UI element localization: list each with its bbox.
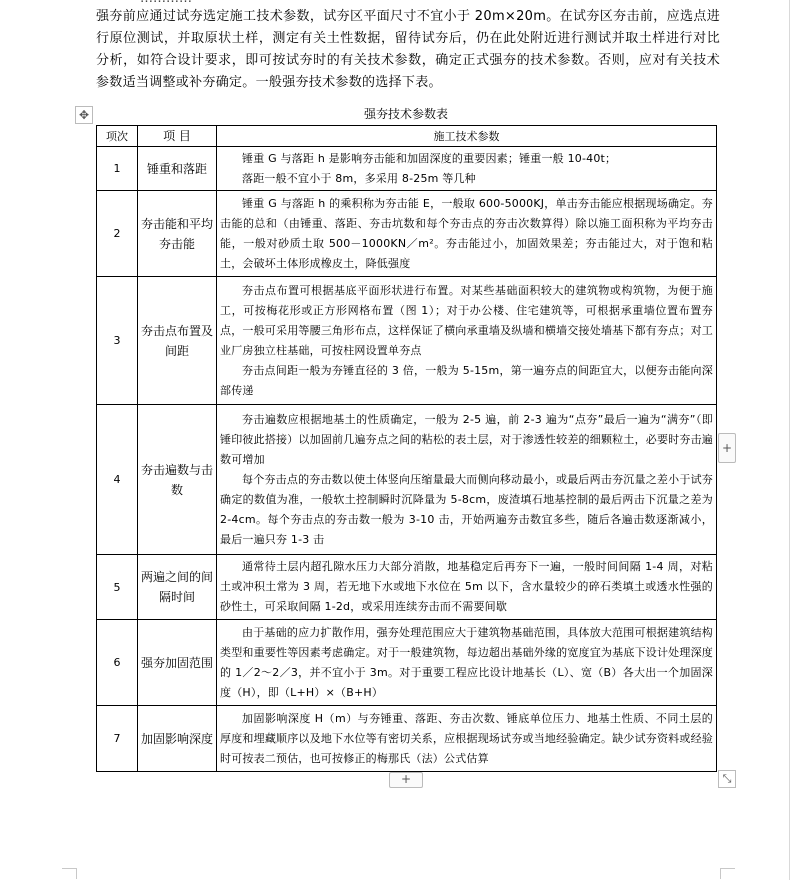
table-row [97, 620, 717, 706]
row-number: 3 [97, 277, 138, 405]
param-paragraph: 加固影响深度 H（m）与夯锤重、落距、夯击次数、锤底单位压力、地基土性质、不同土层的厚度和埋藏顺序以及地下水位等有密切关系，应根据现场试夯或当地经验确定。缺少试夯资料或经验时可按表二预估，也可按修正的梅那氏（法）公式估算 [220, 711, 713, 765]
row-params [217, 706, 717, 772]
add-row-button[interactable]: + [389, 772, 423, 788]
param-paragraph: 夯击遍数应根据地基土的性质确定，一般为 2-5 遍，前 2-3 遍为“点夯”最后一遍为“满夯”（即锤印彼此搭接）以加固前几遍夯点之间的粘松的表土层，对于渗透性较差的细颗粒土，必要时夯击遍数可增加 [220, 412, 713, 466]
header-item: 项 目 [138, 126, 217, 147]
row-number: 2 [97, 191, 138, 277]
row-item: 锤重和落距 [138, 147, 217, 191]
row-number: 1 [97, 147, 138, 191]
row-number: 5 [97, 555, 138, 620]
add-column-button[interactable]: + [718, 433, 736, 463]
row-number: 7 [97, 706, 138, 772]
row-number: 4 [97, 405, 138, 555]
row-item: 两遍之间的间隔时间 [138, 555, 217, 620]
page-right-edge [789, 0, 790, 880]
row-params [217, 277, 717, 405]
row-item: 强夯加固范围 [138, 620, 217, 706]
table-header-row [97, 126, 717, 147]
intro-paragraph: 强夯前应通过试夯选定施工技术参数，试夯区平面尺寸不宜小于 20m×20m。在试夯区夯击前，应选点进行原位测试，并取原状土样，测定有关土性数据，留待试夯后，仍在此处附近进行测试并取土样进行对比分析，如符合设计要求，即可按试夯时的有关技术参数，确定正式强夯的技术参数。否则，应对有关技术参数适当调整或补夯确定。一般强夯技术参数的选择下表。 [96, 9, 720, 90]
row-params [217, 191, 717, 277]
header-params: 施工技术参数 [217, 126, 717, 147]
row-item: 夯击点布置及间距 [138, 277, 217, 405]
row-params [217, 405, 717, 555]
table-row [97, 706, 717, 772]
row-item: 夯击能和平均夯击能 [138, 191, 217, 277]
param-paragraph: 由于基础的应力扩散作用，强夯处理范围应大于建筑物基础范围，具体放大范围可根据建筑结构类型和重要性等因素考虑确定。对于一般建筑物，每边超出基础外缘的宽度宜为基底下设计处理深度的 1／2～2／3，并不宜小于 3m。对于重要工程应比设计地基长（L）、宽（B）各大出一个加固深度（H），即（L+H）×（B+H） [220, 625, 713, 699]
page-corner-marker [720, 868, 735, 879]
param-paragraph: 夯击点间距一般为夯锤直径的 3 倍，一般为 5-15m，第一遍夯点的间距宜大，以便夯击能向深部传递 [220, 363, 713, 397]
param-paragraph: 锤重 G 与落距 h 是影响夯击能和加固深度的重要因素；锤重一般 10-40t； [242, 151, 617, 165]
row-item: 夯击遍数与击数 [138, 405, 217, 555]
param-paragraph: 每个夯击点的夯击数以使土体竖向压缩量最大而侧向移动最小，或最后两击夯沉量之差小于试夯确定的数值为准，一般软土控制瞬时沉降量为 5-8cm，废渣填石地基控制的最后两击下沉量之差为 2-4cm。每个夯击点的夯击数一般为 3-10 击，开始两遍夯击数宜多些，随后各遍击数逐渐减小，最后一遍只夯 1-3 击 [220, 472, 713, 546]
table-resize-handle-icon[interactable]: ⤡ [718, 770, 736, 788]
param-paragraph: 通常待土层内超孔隙水压力大部分消散，地基稳定后再夯下一遍，一般时间间隔 1-4 周，对粘土或冲积土常为 3 周，若无地下水或地下水位在 5m 以下，含水量较少的碎石类填土或透水性强的砂性土，可采取间隔 1-2d，或采用连续夯击而不需要间歇 [220, 560, 713, 613]
row-params [217, 620, 717, 706]
table-caption: 强夯技术参数表 [363, 107, 448, 121]
table-row [97, 555, 717, 620]
table-row [97, 405, 717, 555]
row-item: 加固影响深度 [138, 706, 217, 772]
table-row [97, 191, 717, 277]
param-paragraph: 落距一般不宜小于 8m，多采用 8-25m 等几种 [242, 171, 476, 185]
param-paragraph: 锤重 G 与落距 h 的乘积称为夯击能 E，一般取 600-5000KJ，单击夯击能应根据现场确定。夯击能的总和（由锤重、落距、夯击坑数和每个夯击点的夯击次数算得）除以施工面积称为平均夯击能，一般对砂质土取 500－1000KN／m²。夯击能过小，加固效果差；夯击能过大，对于饱和粘土，会破坏土体形成橡皮土，降低强度 [220, 196, 713, 270]
row-params [217, 147, 717, 191]
page-corner-marker [62, 868, 77, 879]
row-number: 6 [97, 620, 138, 706]
row-params [217, 555, 717, 620]
header-no: 项次 [97, 126, 138, 147]
table-row [97, 277, 717, 405]
parameters-table [96, 125, 717, 772]
table-move-handle-icon[interactable]: ✥ [75, 106, 93, 124]
param-paragraph: 夯击点布置可根据基底平面形状进行布置。对某些基础面积较大的建筑物或构筑物，为便于施工，可按梅花形或正方形网格布置（图 1）；对于办公楼、住宅建筑等，可根据承重墙位置布置夯点，一般可采用等腰三角形布点，这样保证了横向承重墙及纵墙和横墙交接处墙基下都有夯点；对工业厂房独立柱基础，可按柱网设置单夯点 [220, 283, 713, 357]
table-row [97, 147, 717, 191]
